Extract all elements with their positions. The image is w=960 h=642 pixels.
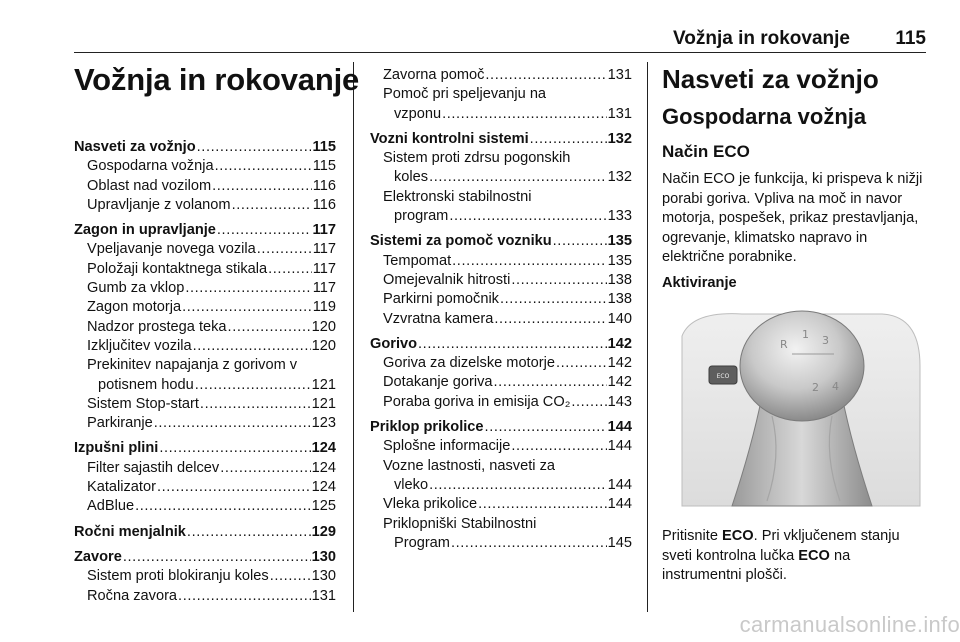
toc-entry-label: Zavorna pomoč [383,67,485,83]
toc-leader-dots [182,298,312,317]
toc-entry-label: Parkirni pomočnik [383,291,499,308]
toc-leader-dots [442,105,607,124]
toc-leader-dots [485,418,607,437]
toc-chapter-entry [74,138,336,157]
toc-entry-line: Pomoč pri speljevanju na [383,86,547,103]
toc-entry [370,534,632,553]
toc-page-number: 117 [312,280,336,297]
toc-entry [74,157,336,176]
toc-page-number: 135 [607,233,632,250]
column-divider-1 [353,62,354,612]
toc-entry-label: Poraba goriva in emisija CO₂ [383,393,571,410]
toc-entry-label: program [394,208,449,225]
toc-entry-label: Gorivo [370,335,418,352]
toc-leader-dots [154,414,311,433]
toc-entry-label: potisnem hodu [98,376,194,393]
toc-entry [74,478,336,497]
toc-entry [74,587,336,606]
toc-page-number: 115 [312,139,336,155]
toc-leader-dots [232,196,312,215]
toc-entry [370,373,632,392]
toc-entry [370,495,632,514]
toc-entry-label: Zagon motorja [87,299,182,316]
toc-entry-label: Položaji kontaktnega stikala [87,260,268,277]
toc-page-number: 116 [312,196,336,213]
toc-leader-dots [257,240,312,259]
toc-entry-label: Vleka prikolice [383,496,478,513]
toc-page-number: 140 [607,310,632,327]
header-title: Vožnja in rokovanje [672,28,850,49]
toc-entry-label: Nasveti za vožnjo [74,139,196,155]
toc-entry-label: Vzvratna kamera [383,310,494,327]
toc-entry-label: Sistem Stop-start [87,395,199,412]
toc-page-number: 144 [607,419,632,436]
toc-entry [370,66,632,85]
toc-leader-dots [187,523,311,542]
toc-chapter-entry [74,548,336,567]
toc-leader-dots [135,497,311,516]
toc-leader-dots [217,221,312,240]
topic-heading: Način ECO [662,142,750,161]
toc-page-number: 145 [607,534,632,551]
toc-entry [370,437,632,456]
toc-leader-dots [449,207,606,226]
toc-page-number: 131 [607,67,632,83]
toc-entry [74,376,336,395]
toc-entry-line: Vozne lastnosti, nasveti za [383,457,555,474]
gear-shifter-figure [662,306,926,511]
toc-leader-dots [157,478,311,497]
toc-leader-dots [494,310,606,329]
toc-leader-dots [228,318,311,337]
toc-page-number: 120 [311,337,336,354]
svg-text:2: 2 [812,381,819,394]
toc-leader-dots [215,157,312,176]
toc-leader-dots [268,260,312,279]
toc-leader-dots [530,130,607,149]
toc-entry-label: Parkiranje [87,415,153,432]
toc-entry-line: Elektronski stabilnostni [383,188,532,205]
toc-leader-dots [178,587,311,606]
toc-entry-label: Oblast nad vozilom [87,177,212,194]
toc-page-number: 144 [607,438,632,455]
toc-leader-dots [185,279,311,298]
toc-entry-label: vzponu [394,105,442,122]
toc-chapter-entry [370,130,632,149]
svg-text:3: 3 [822,334,829,347]
subsection-heading: Gospodarna vožnja [662,104,867,129]
toc-entry-label: Upravljanje z volanom [87,196,231,213]
toc-leader-dots [451,534,607,553]
toc-page-number: 132 [607,130,632,147]
toc-page-number: 130 [311,548,336,565]
toc-entry [370,354,632,373]
toc-entry-label: AdBlue [87,498,135,515]
toc-page-number: 129 [311,523,336,540]
toc-page-number: 121 [311,376,336,393]
toc-entry-label: Katalizator [87,479,156,496]
toc-leader-dots [212,177,312,196]
toc-entry [74,395,336,414]
toc-entry [74,240,336,259]
toc-leader-dots [220,459,310,478]
toc-entry-label: Dotakanje goriva [383,374,493,391]
toc-entry-label: Goriva za dizelske motorje [383,355,555,372]
toc-page-number: 120 [311,318,336,335]
toc-page-number: 142 [607,374,632,391]
toc-entry [370,271,632,290]
toc-page-number: 131 [607,105,632,122]
svg-text:R: R [780,338,788,351]
toc-leader-dots [511,271,606,290]
toc-entry-label: vleko [394,476,429,493]
toc-chapter-entry [370,335,632,354]
toc-entry-label: Omejevalnik hitrosti [383,271,511,288]
toc-page-number: 124 [311,459,336,476]
toc-leader-dots [485,66,606,85]
toc-leader-dots [429,476,607,495]
toc-entry [370,290,632,309]
toc-entry [74,279,336,298]
toc-leader-dots [500,290,607,309]
toc-leader-dots [197,138,312,157]
toc-entry-line: Sistem proti zdrsu pogonskih [383,150,571,167]
toc-entry-label: Ročni menjalnik [74,523,186,540]
column-divider-2 [647,62,648,612]
toc-page-number: 117 [312,260,336,277]
toc-page-number: 144 [607,476,632,493]
toc-chapter-entry [370,232,632,251]
toc-entry [74,298,336,317]
toc-entry [74,567,336,586]
toc-leader-dots [193,337,311,356]
toc-entry-label: Gumb za vklop [87,280,185,297]
toc-leader-dots [270,567,311,586]
toc-entry [74,459,336,478]
toc-entry-label: Nadzor prostega teka [87,318,227,335]
toc-leader-dots [553,232,607,251]
toc-entry-label: Vpeljavanje novega vozila [87,241,256,258]
toc-entry-label: koles [394,169,429,186]
toc-leader-dots [511,437,606,456]
toc-leader-dots [429,168,607,187]
toc-entry [370,252,632,271]
toc-entry [74,177,336,196]
toc-page-number: 144 [607,496,632,513]
toc-leader-dots [556,354,607,373]
toc-page-number: 116 [312,177,336,194]
svg-text:1: 1 [802,328,809,341]
header-page-number: 115 [895,28,926,49]
toc-page-number: 125 [311,498,336,515]
toc-entry-label: Izključitev vozila [87,337,192,354]
toc-leader-dots [418,335,607,354]
toc-entry-line: Priklopniški Stabilnostni [383,515,537,532]
toc-page-number: 115 [312,158,336,175]
toc-column-middle [370,66,632,553]
toc-entry-label: Program [394,534,450,551]
toc-entry [74,260,336,279]
toc-entry-label: Zavore [74,548,122,565]
toc-entry [74,337,336,356]
toc-entry [74,318,336,337]
toc-entry [370,168,632,187]
toc-page-number: 142 [607,355,632,372]
toc-column-left [74,138,336,606]
toc-page-number: 124 [311,479,336,496]
toc-entry [370,393,632,412]
toc-entry-label: Splošne informacije [383,438,511,455]
toc-page-number: 131 [311,587,336,604]
toc-chapter-entry [370,418,632,437]
toc-chapter-entry [74,439,336,458]
toc-entry [74,497,336,516]
eco-keyword: ECO [722,528,754,544]
toc-page-number: 132 [607,169,632,186]
toc-page-number: 143 [607,393,632,410]
toc-entry-line: Prekinitev napajanja z gorivom v [87,357,298,374]
eco-keyword: ECO [798,547,830,564]
watermark: carmanualsonline.info [739,612,960,637]
gear-shifter-illustration [662,306,926,511]
toc-page-number: 124 [311,440,336,457]
toc-entry-label: Izpušni plini [74,440,159,457]
toc-entry [370,207,632,226]
toc-entry [74,414,336,433]
activation-heading: Aktiviranje [662,275,737,291]
toc-entry [370,476,632,495]
toc-entry-label: Filter sajastih delcev [87,459,220,476]
eco-button-label: ECO [716,373,730,380]
toc-page-number: 130 [311,568,336,585]
toc-leader-dots [494,373,607,392]
toc-entry-label: Vozni kontrolni sistemi [370,130,529,147]
toc-entry [370,105,632,124]
toc-page-number: 117 [312,241,336,258]
section-heading: Nasveti za vožnjo [662,64,879,94]
chapter-title: Vožnja in rokovanje [74,62,360,97]
toc-entry [74,196,336,215]
toc-chapter-entry [74,523,336,542]
toc-page-number: 138 [607,271,632,288]
toc-page-number: 133 [607,208,632,225]
toc-leader-dots [571,393,606,412]
toc-page-number: 119 [312,299,336,316]
toc-page-number: 142 [607,335,632,352]
activation-instructions: Pritisnite ECO. Pri vključenem stanju sveti kontrolna lučka ECO na instrumentni plošči. [662,528,900,583]
toc-leader-dots [123,548,311,567]
toc-entry-label: Zagon in upravljanje [74,222,216,239]
toc-page-number: 123 [311,415,336,432]
toc-entry-label: Ročna zavora [87,587,178,604]
toc-leader-dots [452,252,607,271]
toc-entry [370,310,632,329]
toc-leader-dots [159,439,310,458]
toc-entry-label: Sistemi za pomoč vozniku [370,233,552,250]
toc-leader-dots [200,395,311,414]
toc-leader-dots [478,495,607,514]
toc-entry-label: Gospodarna vožnja [87,158,214,175]
toc-page-number: 138 [607,291,632,308]
toc-page-number: 117 [312,222,336,239]
toc-leader-dots [195,376,311,395]
eco-description: Način ECO je funkcija, ki prispeva k nižji porabi goriva. Vpliva na moč in navor motorja, pospešek, prikaz prestavljanja, ogrevanje, klimatsko napravo in električne porabnike. [662,171,923,265]
page-header [74,24,926,53]
toc-entry-label: Tempomat [383,252,452,269]
toc-entry-label: Priklop prikolice [370,419,484,436]
svg-text:4: 4 [832,380,839,393]
toc-page-number: 121 [311,395,336,412]
toc-chapter-entry [74,221,336,240]
toc-page-number: 135 [607,252,632,269]
toc-entry-label: Sistem proti blokiranju koles [87,568,269,585]
